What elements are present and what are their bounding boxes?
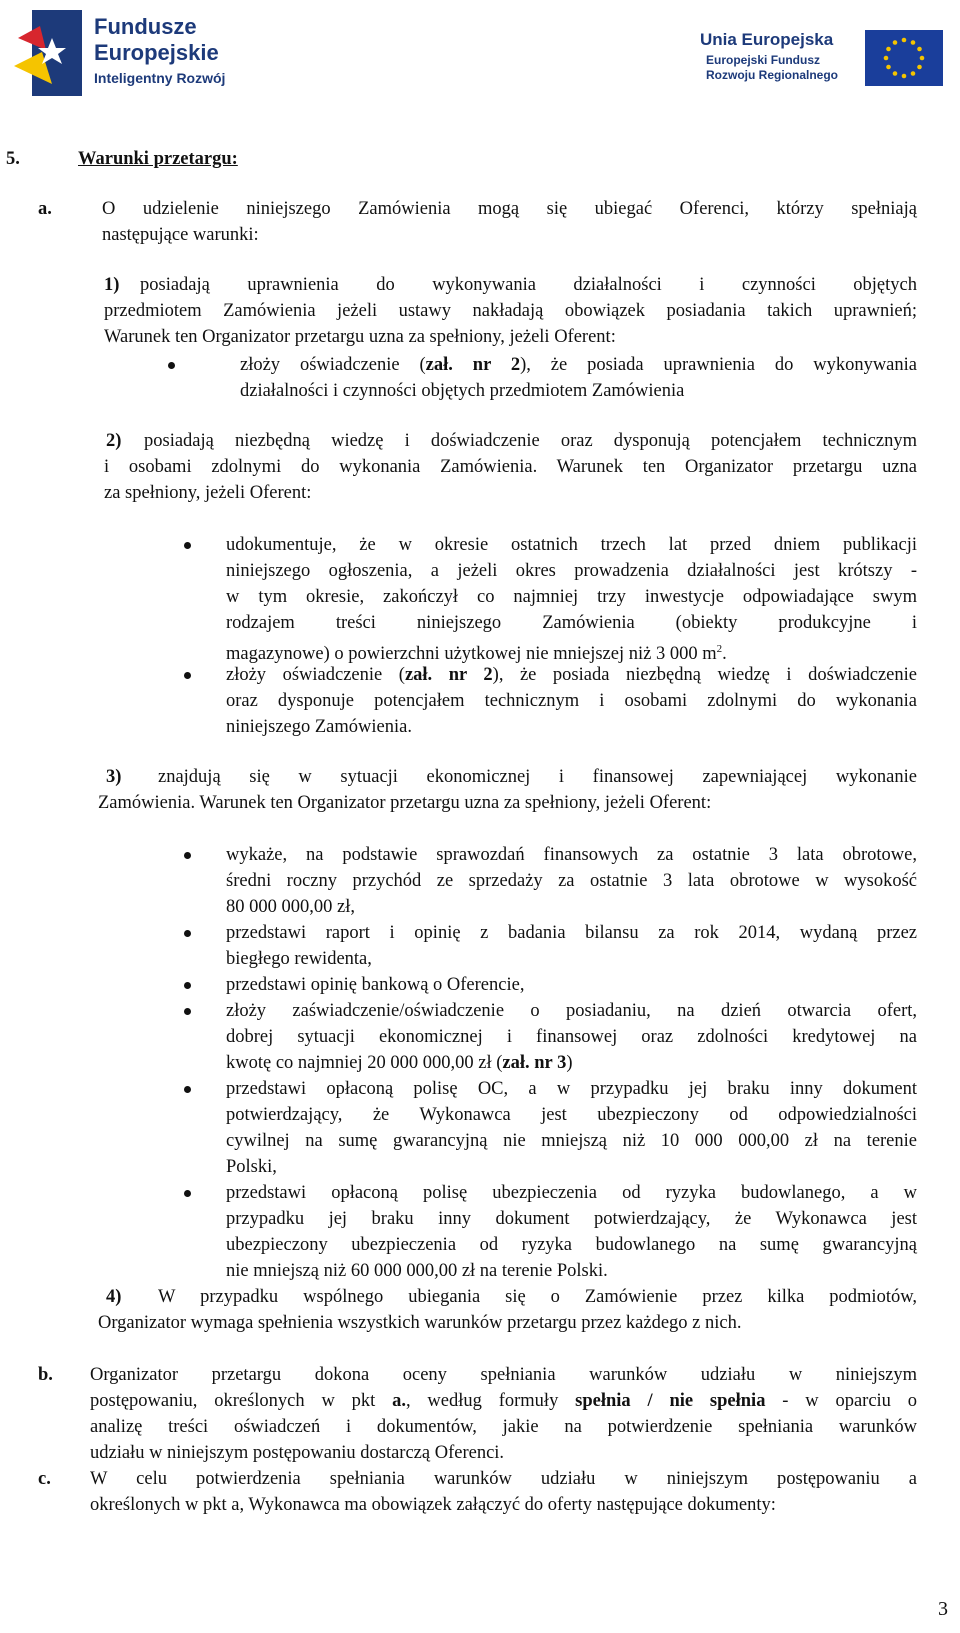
point-3-bullet5-line4: Polski,	[226, 1157, 277, 1177]
eu-line1: Unia Europejska	[700, 30, 834, 49]
point-1-line2: przedmiotem Zamówienia jeżeli ustawy nakładają obowiązek posiadania takich uprawnień;	[104, 301, 917, 321]
point-3-bullet4-line3: kwotę co najmniej 20 000 000,00 zł (zał. nr 3)	[226, 1053, 573, 1073]
bullet-icon	[184, 542, 191, 549]
point-3-bullet4-line1: złoży zaświadczenie/oświadczenie o posiadaniu, na dzień otwarcia ofert,	[226, 1001, 917, 1021]
bullet-icon	[184, 930, 191, 937]
fe-line3: Inteligentny Rozwój	[94, 70, 226, 86]
point-3-bullet6-line2: przypadku jej braku inny dokument potwierdzający, że Wykonawca jest	[226, 1209, 917, 1229]
item-b-line2: postępowaniu, określonych w pkt a., według formuły spełnia / nie spełnia - w oparciu o	[90, 1391, 917, 1411]
point-3-bullet6-line3: ubezpieczony ubezpieczenia od ryzyka budowlanego na sumę gwarancyjną	[226, 1235, 917, 1255]
point-3-bullet1-line2: średni roczny przychód ze sprzedaży za ostatnie 3 lata obrotowe w wysokość	[226, 871, 917, 891]
item-b-line1: Organizator przetargu dokona oceny spełniania warunków udziału w niniejszym	[90, 1365, 917, 1385]
item-a-intro-line2: następujące warunki:	[102, 225, 259, 245]
point-2-bullet2-line1: złoży oświadczenie (zał. nr 2), że posiada niezbędną wiedzę i doświadczenie	[226, 665, 917, 685]
item-b-line3: analizę treści oświadczeń i dokumentów, jakie na potwierdzenie spełniania warunków	[90, 1417, 917, 1437]
point-3-line2: Zamówienia. Warunek ten Organizator przetargu uzna za spełniony, jeżeli Oferent:	[98, 793, 712, 813]
bullet-icon	[184, 1190, 191, 1197]
section-number: 5.	[6, 149, 20, 169]
point-2-number: 2)	[106, 431, 122, 451]
item-c-line2: określonych w pkt a, Wykonawca ma obowiązek załączyć do oferty następujące dokumenty:	[90, 1495, 776, 1515]
section-title: Warunki przetargu:	[78, 149, 238, 169]
point-2-bullet1-line4: rodzajem treści niniejszego Zamówienia (obiekty produkcyjne i	[226, 613, 917, 633]
point-3-bullet5-line2: potwierdzający, że Wykonawca jest ubezpieczony od odpowiedzialności	[226, 1105, 917, 1125]
point-1-bullet1-line2: działalności i czynności objętych przedmiotem Zamówienia	[240, 381, 685, 401]
point-4-line2: Organizator wymaga spełnienia wszystkich warunków przetargu przez każdego z nich.	[98, 1313, 742, 1333]
point-1-line1: posiadają uprawnienia do wykonywania działalności i czynności objętych	[140, 275, 917, 295]
point-4-line1: W przypadku wspólnego ubiegania się o Zamówienie przez kilka podmiotów,	[158, 1287, 917, 1307]
point-2-bullet1-line2: niniejszego ogłoszenia, a jeżeli okres prowadzenia działalności jest krótszy -	[226, 561, 917, 581]
point-2-line1: posiadają niezbędną wiedzę i doświadczenie oraz dysponują potencjałem technicznym	[144, 431, 917, 451]
bullet-icon	[184, 672, 191, 679]
fe-emblem-icon	[12, 8, 84, 98]
point-3-bullet4-line2: dobrej sytuacji ekonomicznej i finansowej oraz zdolności kredytowej na	[226, 1027, 917, 1047]
point-1-line3: Warunek ten Organizator przetargu uzna za spełniony, jeżeli Oferent:	[104, 327, 616, 347]
eu-line3: Rozwoju Regionalnego	[706, 68, 838, 82]
point-3-bullet1-line3: 80 000 000,00 zł,	[226, 897, 355, 917]
item-a-intro-line1: O udzielenie niniejszego Zamówienia mogą się ubiegać Oferenci, którzy spełniają	[102, 199, 917, 219]
unia-europejska-logo	[700, 26, 945, 90]
point-3-bullet1-line1: wykaże, na podstawie sprawozdań finansowych za ostatnie 3 lata obrotowe,	[226, 845, 917, 865]
eu-line2: Europejski Fundusz	[706, 53, 821, 67]
bullet-icon	[184, 982, 191, 989]
point-1-bullet1-line1: złoży oświadczenie (zał. nr 2), że posiada uprawnienia do wykonywania	[240, 355, 917, 375]
point-2-bullet2-line2: oraz dysponuje potencjałem technicznym i osobami zdolnymi do wykonania	[226, 691, 917, 711]
point-3-bullet3-line1: przedstawi opinię bankową o Oferencie,	[226, 975, 525, 995]
bullet-icon	[184, 1086, 191, 1093]
point-3-line1: znajdują się w sytuacji ekonomicznej i finansowej zapewniającej wykonanie	[158, 767, 917, 787]
item-b-line4: udziału w niniejszym postępowaniu dostarczą Oferenci.	[90, 1443, 505, 1463]
point-3-bullet6-line4: nie mniejszą niż 60 000 000,00 zł na terenie Polski.	[226, 1261, 608, 1281]
eu-flag-icon	[865, 30, 943, 86]
bullet-icon	[168, 362, 175, 369]
point-2-bullet2-line3: niniejszego Zamówienia.	[226, 717, 412, 737]
point-2-line3: za spełniony, jeżeli Oferent:	[104, 483, 312, 503]
point-3-bullet2-line2: biegłego rewidenta,	[226, 949, 372, 969]
fe-line2: Europejskie	[94, 40, 219, 65]
point-2-bullet1-line1: udokumentuje, że w okresie ostatnich trzech lat przed dniem publikacji	[226, 535, 917, 555]
point-3-bullet5-line1: przedstawi opłaconą polisę OC, a w przypadku jej braku inny dokument	[226, 1079, 917, 1099]
item-a-marker: a.	[38, 199, 52, 219]
point-3-number: 3)	[106, 767, 122, 787]
point-2-bullet1-line5: magazynowe) o powierzchni użytkowej nie mniejszej niż 3 000 $m^2$.	[226, 643, 727, 665]
page-number: 3	[938, 1598, 948, 1620]
item-c-line1: W celu potwierdzenia spełniania warunków udziału w niniejszym postępowaniu a	[90, 1469, 917, 1489]
point-3-bullet5-line3: cywilnej na sumę gwarancyjną nie mniejszą niż 10 000 000,00 zł na terenie	[226, 1131, 917, 1151]
bullet-icon	[184, 852, 191, 859]
point-3-bullet6-line1: przedstawi opłaconą polisę ubezpieczenia od ryzyka budowlanego, a w	[226, 1183, 917, 1203]
bullet-icon	[184, 1008, 191, 1015]
point-4-number: 4)	[106, 1287, 122, 1307]
point-2-bullet1-line3: w tym okresie, zakończył co najmniej trzy inwestycje odpowiadające swym	[226, 587, 917, 607]
fundusze-europejskie-logo	[12, 8, 252, 98]
point-2-line2: i osobami zdolnymi do wykonania Zamówienia. Warunek ten Organizator przetargu uzna	[104, 457, 917, 477]
point-3-bullet2-line1: przedstawi raport i opinię z badania bilansu za rok 2014, wydaną przez	[226, 923, 917, 943]
fe-line1: Fundusze	[94, 14, 197, 39]
point-1-number: 1)	[104, 275, 120, 295]
item-b-marker: b.	[38, 1365, 53, 1385]
item-c-marker: c.	[38, 1469, 51, 1489]
